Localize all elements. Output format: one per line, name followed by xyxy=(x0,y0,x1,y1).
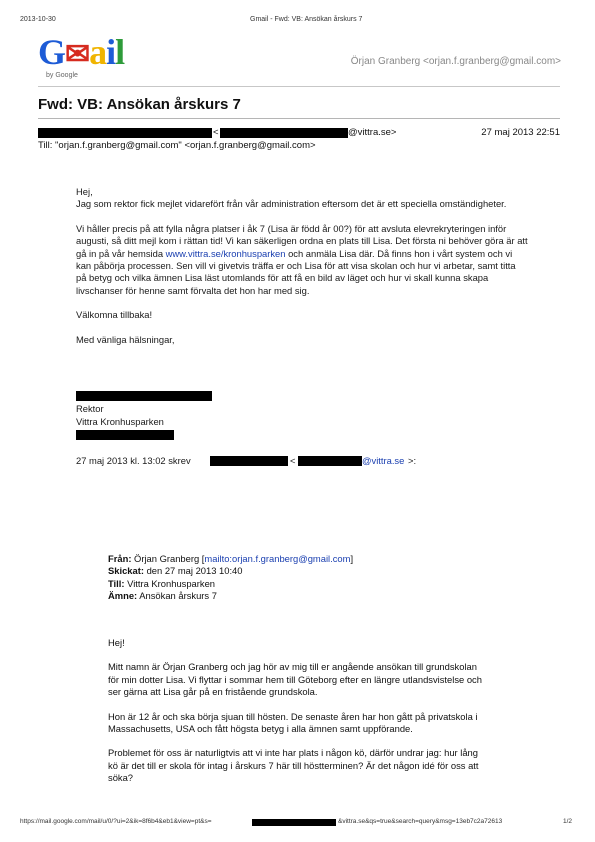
header-divider xyxy=(38,86,560,87)
reply-closing: Med vänliga hälsningar, xyxy=(76,333,175,345)
forwarded-sent: Skickat: den 27 maj 2013 10:40 xyxy=(108,565,243,577)
redacted-signature-name xyxy=(76,391,212,401)
forwarded-paragraph: Mitt namn är Örjan Granberg och jag hör av mig till er angående ansökan till grundskolan för min dotter Lisa. Vi flyttar i sommar hem till Göteborg efter en längre utlandsvistelse och ser gärna att Lisa går på en fristående grundskola. xyxy=(108,661,482,698)
page-number: 1/2 xyxy=(562,818,572,825)
reply-body xyxy=(76,186,528,358)
school-website-link[interactable]: www.vittra.se/kronhusparken xyxy=(165,247,286,259)
recipient-line: Till: "orjan.f.granberg@gmail.com" <orjan.f.granberg@gmail.com> xyxy=(38,140,316,151)
forwarded-paragraph: Hon är 12 år och ska börja sjuan till hösten. De senaste åren har hon gått på privatskola i Massachusetts, USA och fått högsta betyg i alla ämnen samt uppförande. xyxy=(108,710,478,735)
redacted-quote-address xyxy=(298,456,362,466)
forwarded-body xyxy=(108,637,482,797)
redacted-signature-line xyxy=(76,430,174,440)
print-date: 2013-10-30 xyxy=(20,16,56,23)
reply-greeting: Hej, xyxy=(76,186,93,197)
sender-bracket: < xyxy=(213,127,219,138)
forwarded-from-mailto-link[interactable]: mailto:orjan.f.granberg@gmail.com xyxy=(204,553,351,564)
footer-url-tail: &vittra.se&qs=true&search=query&msg=13eb7c2a72613 xyxy=(338,818,503,825)
quote-sender-link[interactable]: @vittra.se xyxy=(362,455,405,466)
print-title: Gmail - Fwd: VB: Ansökan årskurs 7 xyxy=(250,16,363,23)
gmail-logo[interactable]: G✉ail by Google xyxy=(38,32,125,79)
signature-school: Vittra Kronhusparken xyxy=(76,416,164,427)
message-date: 27 maj 2013 22:51 xyxy=(481,127,560,138)
subject-divider xyxy=(38,118,560,119)
redacted-sender-address xyxy=(220,128,348,138)
sender-domain: @vittra.se> xyxy=(348,127,397,138)
forwarded-header xyxy=(108,553,528,603)
print-footer xyxy=(20,818,580,828)
reply-paragraph: Jag som rektor fick mejlet vidarefört från vår administration eftersom det är ett speciella omständigheter. xyxy=(76,198,507,210)
redacted-footer-url xyxy=(252,819,336,826)
logo-by-google: by Google xyxy=(46,72,78,79)
message-subject: Fwd: VB: Ansökan årskurs 7 xyxy=(38,96,241,113)
forwarded-paragraph: Problemet för oss är naturligtvis att vi inte har plats i någon kö, därför undrar jag: hur lång kö är det till er skola för intag i årskurs 7 här till höstterminen? Är det någon idé för oss att söka? xyxy=(108,747,479,784)
account-name: Örjan Granberg <orjan.f.granberg@gmail.com> xyxy=(350,56,561,67)
footer-url: https://mail.google.com/mail/u/0/?ui=2&ik=8f6b4&eb1&view=pt&s= xyxy=(20,818,212,825)
forwarded-subject: Ämne: Ansökan årskurs 7 xyxy=(108,590,217,602)
quote-intro: 27 maj 2013 kl. 13:02 skrev < @vittra.se >: xyxy=(76,455,417,466)
forwarded-greeting: Hej! xyxy=(108,637,125,648)
signature-title: Rektor xyxy=(76,403,104,414)
forwarded-from: Från: Örjan Granberg [mailto:orjan.f.granberg@gmail.com] xyxy=(108,553,354,564)
redacted-sender-name xyxy=(38,128,212,138)
reply-paragraph: Vi håller precis på att fylla några platser i åk 7 (Lisa är född år 00?) för att avsluta elevrekryteringen inför augusti, så ditt mejl kom i rättan tid! Vi kan säkerligen ordna en plats till Lisa. Det första ni behöver göra är att gå in på vår hemsida www.vittra.se/kronhusparken och anmäla Lisa där. Då finns hon i vårt system och vi kan påbörja processen. Sen vill vi givetvis träffa er och Lisa för att visa skolan och hur vi arbetar, samt titta på betyg och vilka ämnen Lisa läst utomlands för att få en bild av läget och hur vi skall kunna skapa livschanser för henne samt förvalta det hon har med sig. xyxy=(76,222,528,296)
sender-line xyxy=(38,127,560,139)
redacted-quote-sender xyxy=(210,456,288,466)
reply-paragraph: Välkomna tillbaka! xyxy=(76,309,153,321)
forwarded-to: Till: Vittra Kronhusparken xyxy=(108,577,216,589)
